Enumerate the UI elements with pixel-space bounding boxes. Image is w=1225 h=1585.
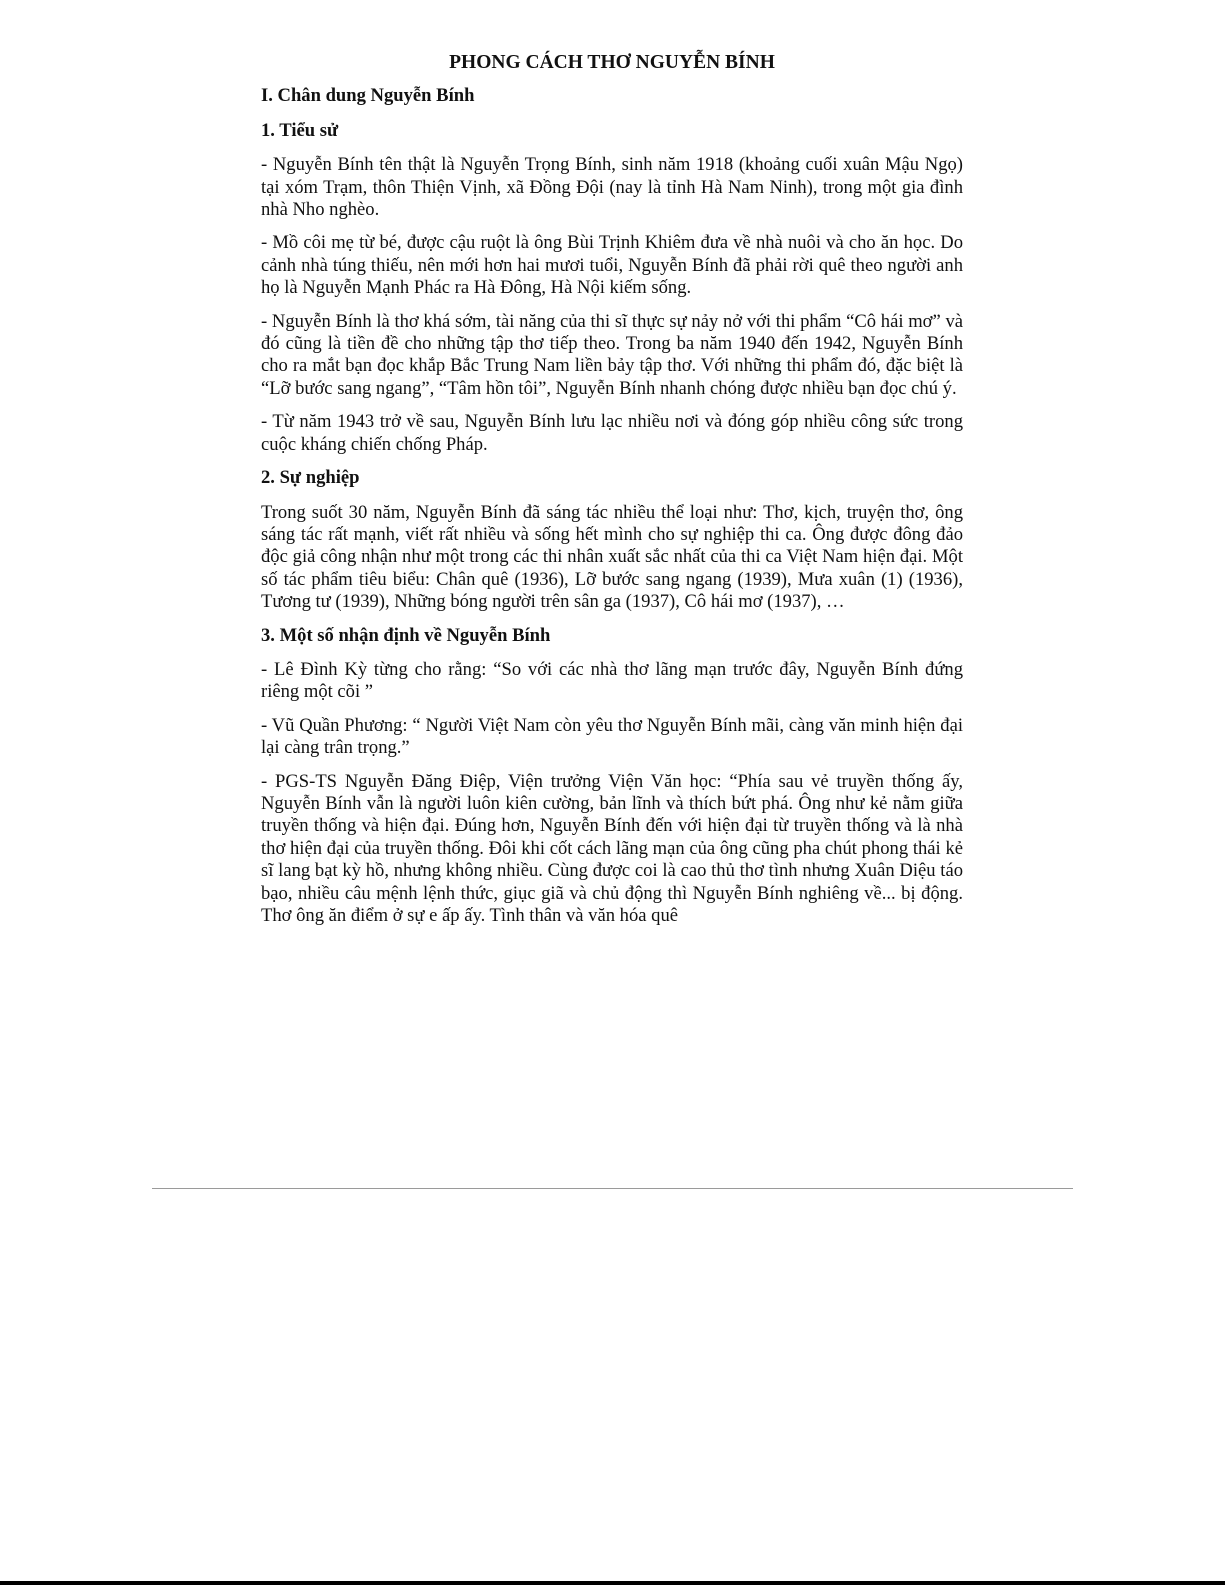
document-title: PHONG CÁCH THƠ NGUYỄN BÍNH <box>449 52 775 73</box>
assessment-paragraph: - PGS-TS Nguyễn Đăng Điệp, Viện trưởng Viện Văn học: “Phía sau vẻ truyền thống ấy, Nguyễn Bính vẫn là người luôn kiên cường, bản lĩnh và thích bứt phá. Ông như kẻ nằm giữa truyền thống và hiện đại. Đúng hơn, Nguyễn Bính đến với hiện đại từ truyền thống và là nhà thơ hiện đại của truyền thống. Đôi khi cốt cách lãng mạn của ông cũng pha chút phong thái kẻ sĩ lang bạt kỳ hồ, nhưng không nhiều. Cùng được coi là cao thủ thơ tình nhưng Xuân Diệu táo bạo, nhiều câu mệnh lệnh thức, giục giã và chủ động thì Nguyễn Bính nghiêng về... bị động. Thơ ông ăn điểm ở sự e ấp ấy. Tình thân và văn hóa quê <box>261 770 963 926</box>
career-paragraph: Trong suốt 30 năm, Nguyễn Bính đã sáng tác nhiều thể loại như: Thơ, kịch, truyện thơ, ông sáng tác rất mạnh, viết rất nhiều và sống hết mình cho sự nghiệp thi ca. Ông được đông đảo độc giả công nhận như một trong các thi nhân xuất sắc nhất của thi ca Việt Nam hiện đại. Một số tác phẩm tiêu biểu: Chân quê (1936), Lỡ bước sang ngang (1939), Mưa xuân (1) (1936), Tương tư (1939), Những bóng người trên sân ga (1937), Cô hái mơ (1937), … <box>261 501 963 613</box>
subheading-career: 2. Sự nghiệp <box>261 467 360 489</box>
subheading-assessments: 3. Một số nhận định về Nguyễn Bính <box>261 624 551 646</box>
bottom-edge-bar <box>0 1581 1225 1585</box>
assessment-paragraph: - Lê Đình Kỳ từng cho rằng: “So với các nhà thơ lãng mạn trước đây, Nguyễn Bính đứng riêng một cõi ” <box>261 658 963 703</box>
biography-paragraph: - Từ năm 1943 trở về sau, Nguyễn Bính lưu lạc nhiều nơi và đóng góp nhiều công sức trong cuộc kháng chiến chống Pháp. <box>261 411 963 455</box>
biography-paragraph: - Mồ côi mẹ từ bé, được cậu ruột là ông Bùi Trịnh Khiêm đưa về nhà nuôi và cho ăn học. Do cảnh nhà túng thiếu, nên mới hơn hai mươi tuổi, Nguyễn Bính đã phải rời quê theo người anh họ là Nguyễn Mạnh Phác ra Hà Đông, Hà Nội kiếm sống. <box>261 232 963 299</box>
subheading-biography: 1. Tiểu sử <box>261 119 339 141</box>
biography-paragraph: - Nguyễn Bính là thơ khá sớm, tài năng của thi sĩ thực sự nảy nở với thi phẩm “Cô hái mơ” và đó cũng là tiền đề cho những tập thơ tiếp theo. Trong ba năm 1940 đến 1942, Nguyễn Bính cho ra mắt bạn đọc khắp Bắc Trung Nam liền bảy tập thơ. Với những thi phẩm đó, đặc biệt là “Lỡ bước sang ngang”, “Tâm hồn tôi”, Nguyễn Bính nhanh chóng được nhiều bạn đọc chú ý. <box>261 310 963 399</box>
page-divider <box>152 1188 1073 1189</box>
section-heading-portrait: I. Chân dung Nguyễn Bính <box>261 85 475 107</box>
page-content <box>261 52 963 926</box>
assessment-paragraph: - Vũ Quần Phương: “ Người Việt Nam còn yêu thơ Nguyễn Bính mãi, càng văn minh hiện đại lại càng trân trọng.” <box>261 714 963 759</box>
biography-paragraph: - Nguyễn Bính tên thật là Nguyễn Trọng Bính, sinh năm 1918 (khoảng cuối xuân Mậu Ngọ) tại xóm Trạm, thôn Thiện Vịnh, xã Đồng Đội (nay là tỉnh Hà Nam Ninh), trong một gia đình nhà Nho nghèo. <box>261 154 963 221</box>
